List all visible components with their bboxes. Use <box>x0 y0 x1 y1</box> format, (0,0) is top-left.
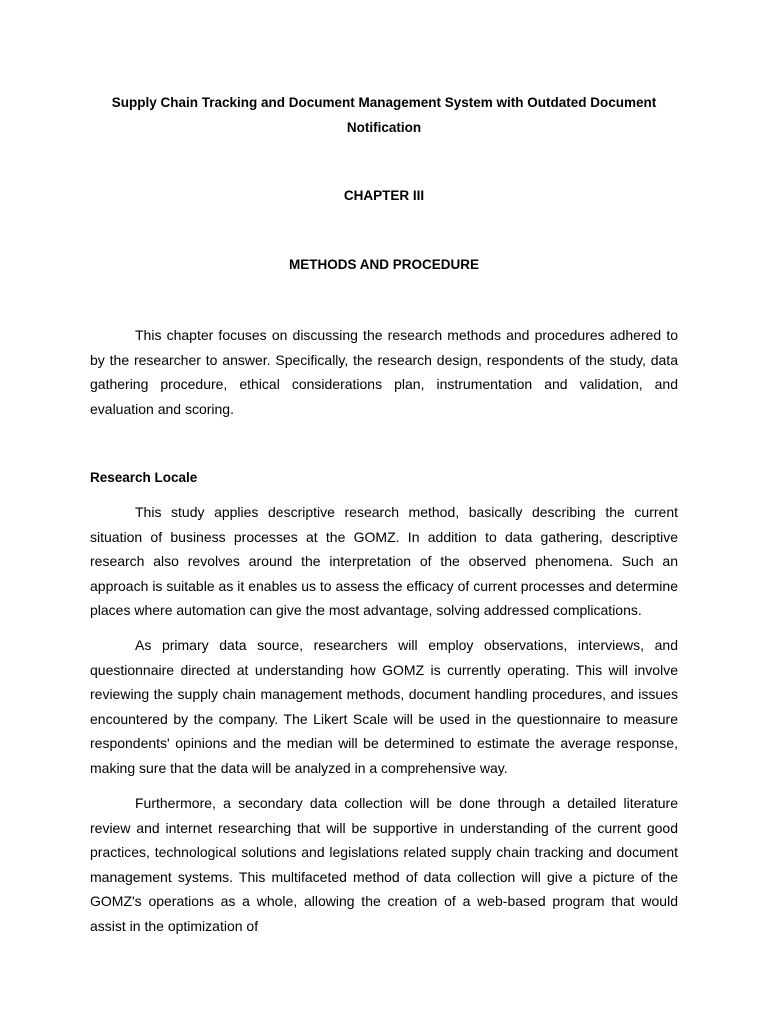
body-paragraph: This study applies descriptive research method, basically describing the current situation of business processes at the GOMZ. In addition to data gathering, descriptive research also revolves around the interpretation of the observed phenomena. Such an approach is suitable as it enables us to assess the efficacy of current processes and determine places where automation can give the most advantage, solving addressed complications. <box>90 504 678 619</box>
intro-paragraph: This chapter focuses on discussing the research methods and procedures adhered to by the researcher to answer. Specifically, the research design, respondents of the study, data gathering procedure, ethical considerations plan, instrumentation and validation, and evaluation and scoring. <box>90 327 678 417</box>
body-paragraph: As primary data source, researchers will employ observations, interviews, and questionnaire directed at understanding how GOMZ is currently operating. This will involve reviewing the supply chain management methods, document handling procedures, and issues encountered by the company. The Likert Scale will be used in the questionnaire to measure respondents' opinions and the median will be determined to estimate the average response, making sure that the data will be analyzed in a comprehensive way. <box>90 637 678 776</box>
body-paragraph: Furthermore, a secondary data collection will be done through a detailed literature review and internet researching that will be supportive in understanding of the current good practices, technological solutions and legislations related supply chain tracking and document management systems. This multifaceted method of data collection will give a picture of the GOMZ's operations as a whole, allowing the creation of a web-based program that would assist in the optimization of <box>90 795 678 934</box>
section-heading-research-locale: Research Locale <box>90 470 198 485</box>
chapter-title: METHODS AND PROCEDURE <box>288 257 479 272</box>
document-title: Supply Chain Tracking and Document Management System with Outdated Document Notification <box>111 95 657 135</box>
chapter-heading: CHAPTER III <box>343 188 425 203</box>
